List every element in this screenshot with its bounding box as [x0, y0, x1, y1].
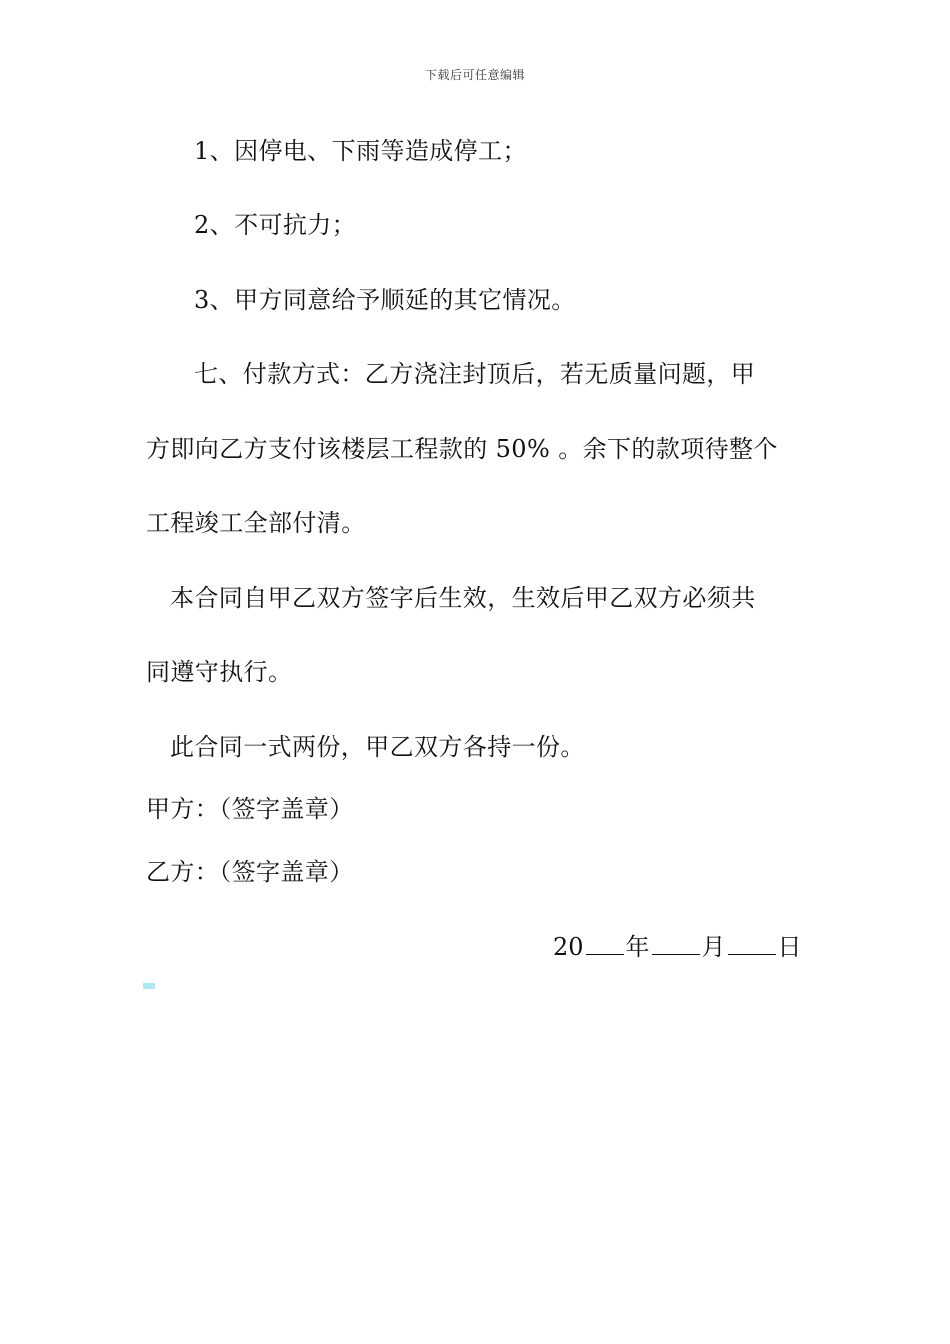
copies-clause: 此合同一式两份，甲乙双方各持一份。: [170, 733, 585, 761]
page-header: 下载后可任意编辑: [424, 68, 525, 82]
date-day-label: 日: [777, 933, 802, 961]
signing-date: [553, 932, 802, 962]
cursor-marker: [143, 983, 155, 989]
date-prefix: 20: [553, 933, 584, 961]
clause-3: 3、甲方同意给予顺延的其它情况。: [194, 286, 576, 314]
payment-terms-line-2: 方即向乙方支付该楼层工程款的 50% 。余下的款项待整个: [146, 435, 778, 463]
date-year-label: 年: [625, 933, 650, 961]
day-blank: [728, 932, 776, 955]
clause-1: 1、因停电、下雨等造成停工；: [194, 137, 527, 165]
month-blank: [652, 932, 700, 955]
payment-terms-line-1: 七、付款方式：乙方浇注封顶后，若无质量问题，甲: [194, 360, 756, 388]
year-blank: [586, 932, 624, 955]
clause-2: 2、不可抗力；: [194, 211, 357, 239]
effect-clause-line-2: 同遵守执行。: [146, 658, 293, 686]
party-a-signature: 甲方：（签字盖章）: [146, 795, 354, 823]
party-b-signature: 乙方：（签字盖章）: [146, 858, 354, 886]
effect-clause-line-1: 本合同自甲乙双方签字后生效，生效后甲乙双方必须共: [170, 584, 756, 612]
payment-terms-line-3: 工程竣工全部付清。: [146, 509, 366, 537]
date-month-label: 月: [701, 933, 726, 961]
